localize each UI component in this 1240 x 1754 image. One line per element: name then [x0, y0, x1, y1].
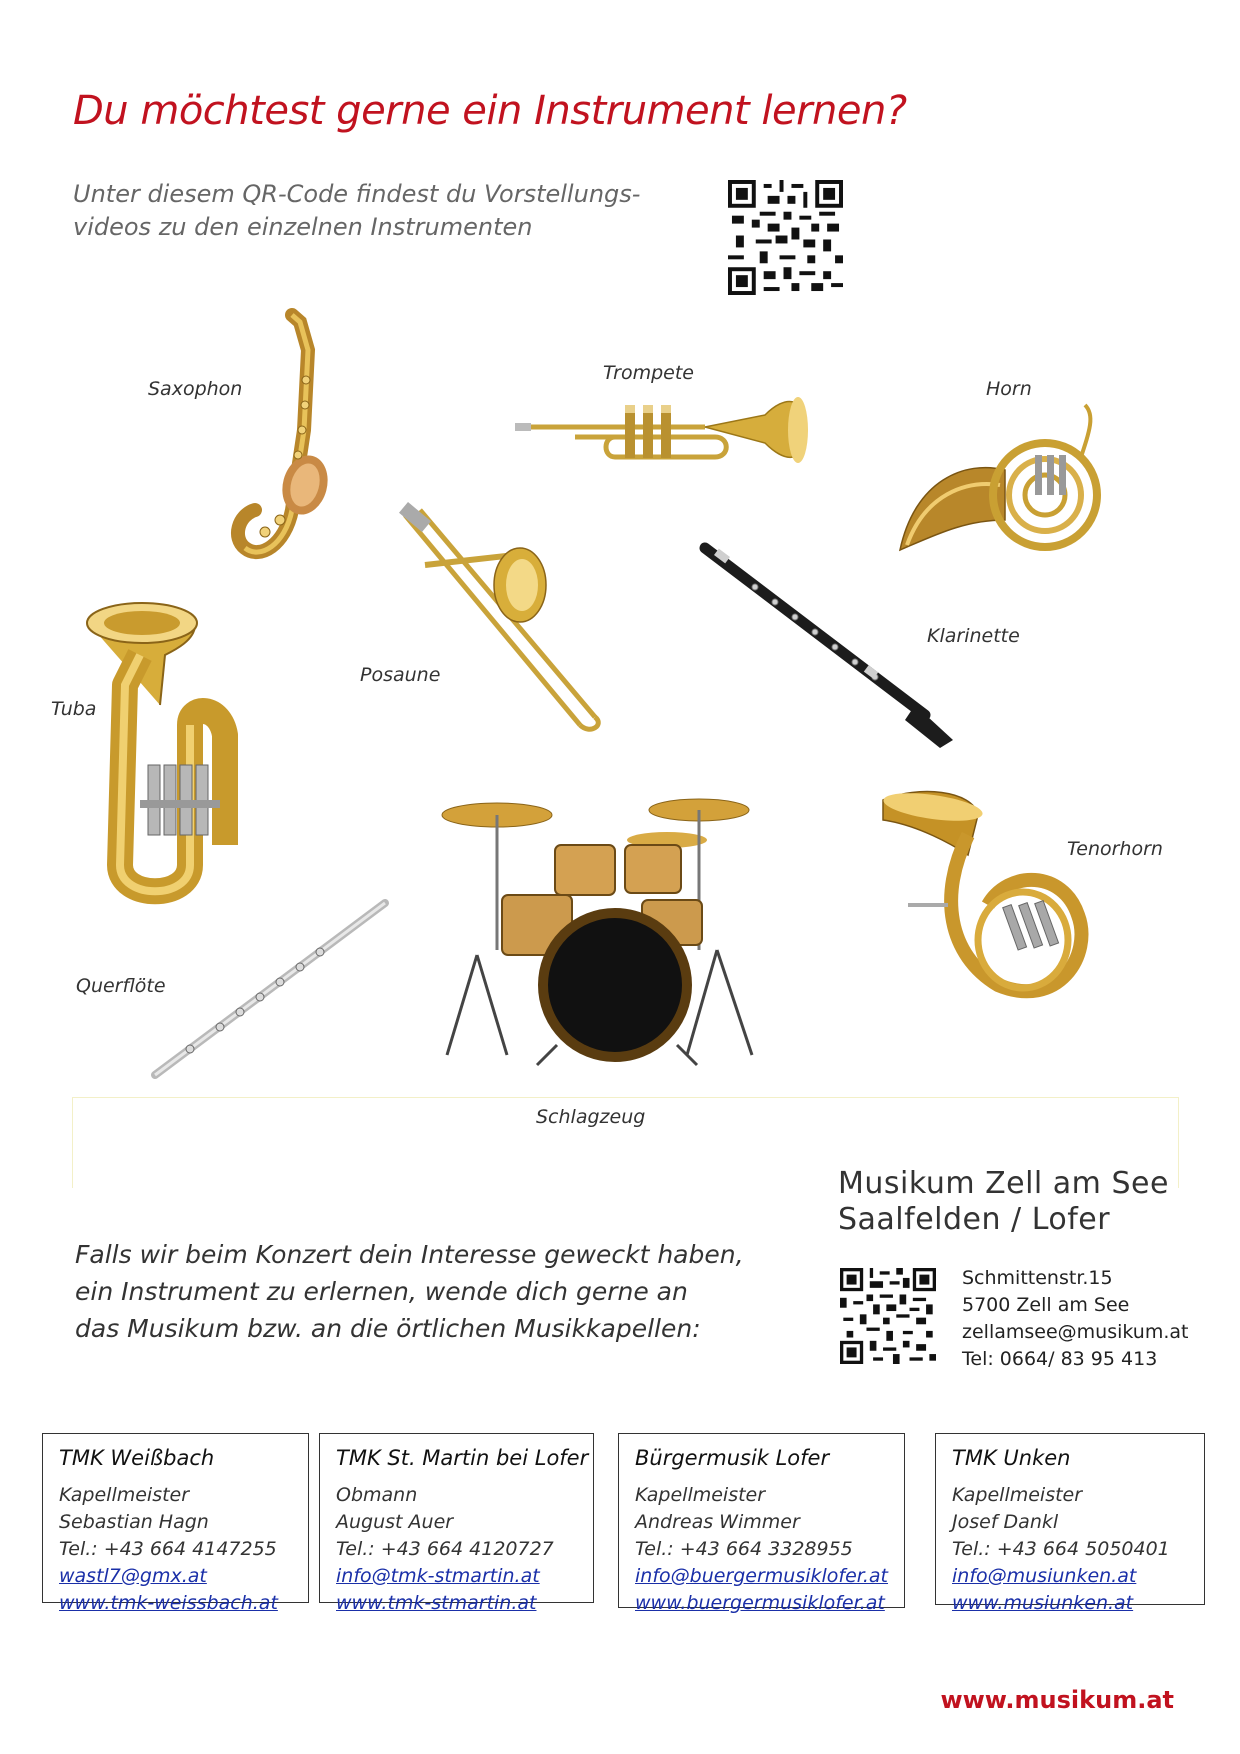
band-role: Obmann [336, 1484, 418, 1506]
interest-line-3: das Musikum bzw. an die örtlichen Musikkapellen: [75, 1314, 701, 1343]
interest-text [75, 1236, 744, 1347]
footer-website-link[interactable]: www.musikum.at [940, 1686, 1174, 1714]
band-person: August Auer [336, 1511, 454, 1533]
band-person: Andreas Wimmer [635, 1511, 800, 1533]
page-title: Du möchtest gerne ein Instrument lernen? [73, 88, 907, 134]
interest-line-1: Falls wir beim Konzert dein Interesse geweckt haben, [75, 1240, 744, 1269]
klarinette-image [695, 540, 965, 750]
band-name: Bürgermusik Lofer [635, 1446, 830, 1470]
band-card-lofer [618, 1433, 905, 1614]
band-name: TMK Unken [952, 1446, 1071, 1470]
interest-line-2: ein Instrument zu erlernen, wende dich gerne an [75, 1277, 688, 1306]
band-email-link[interactable]: info@musiunken.at [952, 1565, 1137, 1587]
musikum-title-line-1: Musikum Zell am See [838, 1166, 1169, 1201]
label-querfloete: Querflöte [76, 975, 166, 997]
band-name: TMK Weißbach [59, 1446, 215, 1470]
trompete-image [515, 385, 815, 485]
band-email-link[interactable]: info@tmk-stmartin.at [336, 1565, 540, 1587]
intro-line-1: Unter diesem QR-Code findest du Vorstellungs- [73, 180, 641, 208]
musikum-address [962, 1265, 1188, 1373]
qr-code-musikum[interactable] [840, 1268, 936, 1364]
posaune-image [395, 505, 615, 735]
band-email-link[interactable]: wastl7@gmx.at [59, 1565, 207, 1587]
band-phone: Tel.: +43 664 4147255 [59, 1538, 277, 1560]
label-klarinette: Klarinette [927, 625, 1020, 647]
tenorhorn-image [878, 785, 1098, 1005]
tuba-image [80, 595, 250, 915]
band-phone: Tel.: +43 664 3328955 [635, 1538, 853, 1560]
musikum-phone: Tel: 0664/ 83 95 413 [962, 1348, 1158, 1370]
musikum-email[interactable]: zellamsee@musikum.at [962, 1321, 1189, 1343]
musikum-title [838, 1166, 1169, 1238]
band-website-link[interactable]: www.musiunken.at [952, 1592, 1134, 1614]
label-tenorhorn: Tenorhorn [1067, 838, 1163, 860]
band-person: Josef Dankl [952, 1511, 1059, 1533]
musikum-city: 5700 Zell am See [962, 1294, 1130, 1316]
band-website-link[interactable]: www.tmk-weissbach.at [59, 1592, 278, 1614]
band-role: Kapellmeister [635, 1484, 766, 1506]
band-website-link[interactable]: www.tmk-stmartin.at [336, 1592, 537, 1614]
band-card-stmartin [319, 1433, 594, 1614]
label-saxophon: Saxophon [148, 378, 243, 400]
band-role: Kapellmeister [952, 1484, 1083, 1506]
label-trompete: Trompete [603, 362, 694, 384]
horn-image [895, 400, 1115, 560]
querfloete-image [150, 895, 390, 1085]
band-name: TMK St. Martin bei Lofer [336, 1446, 589, 1470]
musikum-street: Schmittenstr.15 [962, 1267, 1113, 1289]
band-website-link[interactable]: www.buergermusiklofer.at [635, 1592, 885, 1614]
musikum-title-line-2: Saalfelden / Lofer [838, 1202, 1111, 1237]
label-tuba: Tuba [51, 698, 97, 720]
label-schlagzeug: Schlagzeug [536, 1106, 646, 1128]
band-phone: Tel.: +43 664 5050401 [952, 1538, 1170, 1560]
schlagzeug-image [437, 790, 777, 1070]
intro-text [73, 178, 713, 244]
band-card-unken [935, 1433, 1205, 1614]
band-person: Sebastian Hagn [59, 1511, 209, 1533]
band-role: Kapellmeister [59, 1484, 190, 1506]
band-phone: Tel.: +43 664 4120727 [336, 1538, 554, 1560]
qr-code-videos[interactable] [728, 180, 843, 295]
label-posaune: Posaune [360, 664, 441, 686]
band-email-link[interactable]: info@buergermusiklofer.at [635, 1565, 889, 1587]
label-horn: Horn [986, 378, 1032, 400]
saxophon-image [230, 310, 350, 570]
intro-line-2: videos zu den einzelnen Instrumenten [73, 213, 533, 241]
band-card-weissbach [42, 1433, 309, 1614]
